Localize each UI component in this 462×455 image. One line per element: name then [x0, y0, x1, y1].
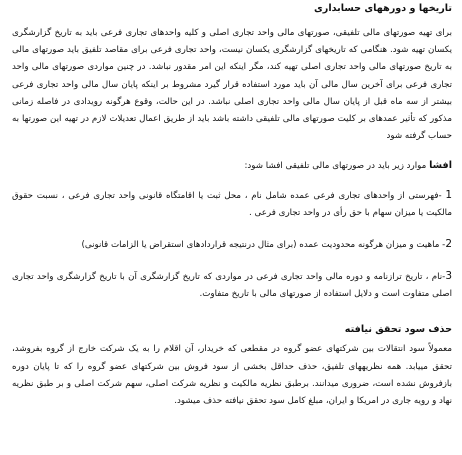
list-item — [12, 187, 452, 222]
disclosure-line — [12, 159, 452, 173]
body-paragraph: معمولاً سود انتقالات بین شرکتهای عضو گروه در مقطعی که خریدار، آن اقلام را به یک شرکت خارج از گروه بفروشد، تحقق مییابد. همه نظریههای تلفیق، حذف حداقل بخشی از سود فروش بین شرکتهای عضو گروه را که تا پایان دوره بازفروش نشده است، ضروری میدانند. برطبق نظریه مالکیت و نظریه شرکت اصلی، سهم شرکت اصلی و بر طبق نظریه نهاد و رویه جاری در امریکا و ایران، مبلغ کامل سود تحقق نیافته حذف میشود. — [12, 344, 452, 407]
item-text: - ماهیت و میزان هرگونه محدودیت عمده (برای مثال درنتیجه قراردادهای استقراض یا الزامات قانونی) — [81, 240, 446, 251]
item-text: -نام ، تاریخ ترازنامه و دوره مالی واحد تجاری فرعی در مواردی که تاریخ گزارشگری آن با تاریخ گزارشگری واحد تجاری اصلی متفاوت است و دلایل استفاده از صورتهای مالی با تاریخ متفاوت. — [12, 272, 452, 300]
item-number: 2 — [445, 238, 452, 251]
section-title: تاریخها و دورههای حسابداری — [314, 3, 452, 14]
disclosure-text: موارد زیر باید در صورتهای مالی تلفیقی افشا شود: — [244, 161, 430, 172]
item-number: 1 — [445, 189, 452, 202]
list-item — [12, 236, 452, 254]
disclosure-label: افشا — [429, 160, 452, 172]
list-item — [12, 268, 452, 303]
intro-paragraph: برای تهیه صورتهای مالی تلفیقی، صورتهای مالی واحد تجاری اصلی و کلیه واحدهای تجاری فرعی باید به تاریخ گزارشگری یکسان تهیه شود. هنگامی که تاریخهای گزارشگری یکسان نیست، واحد تجاری فرعی برای مقاصد تلفیق باید صورتهای مالی به تاریخ صورتهای مالی واحد تجاری اصلی تهیه کند، مگر اینکه این امر مقدور نباشد. در چنین مواردی صورتهای مالی واحد تجاری فرعی برای آخرین سال مالی آن باید مورد استفاده قرار گیرد مشروط بر اینکه پایان سال مالی واحد تجاری فرعی بیشتر از سه ماه قبل از پایان سال مالی واحد تجاری اصلی نباشد. در این حالت، وقوع هرگونه رویدادی در فاصله زمانی مذکور که تأثیر عمدهای بر کلیت صورتهای مالی تلفیقی داشته باشد باید از طریق اعمال تعدیلات لازم در تهیه این صورتها به حساب گرفته شود — [12, 28, 452, 142]
item-number: 3 — [445, 270, 452, 283]
subheading: حذف سود تحقق نیافته — [344, 324, 452, 336]
item-text: -فهرستی از واحدهای تجاری فرعی عمده شامل نام ، محل ثبت یا اقامتگاه قانونی واحد تجاری فرعی ، نسبت حقوق مالکیت یا میزان سهام با حق رأی در واحد تجاری فرعی . — [12, 191, 452, 219]
